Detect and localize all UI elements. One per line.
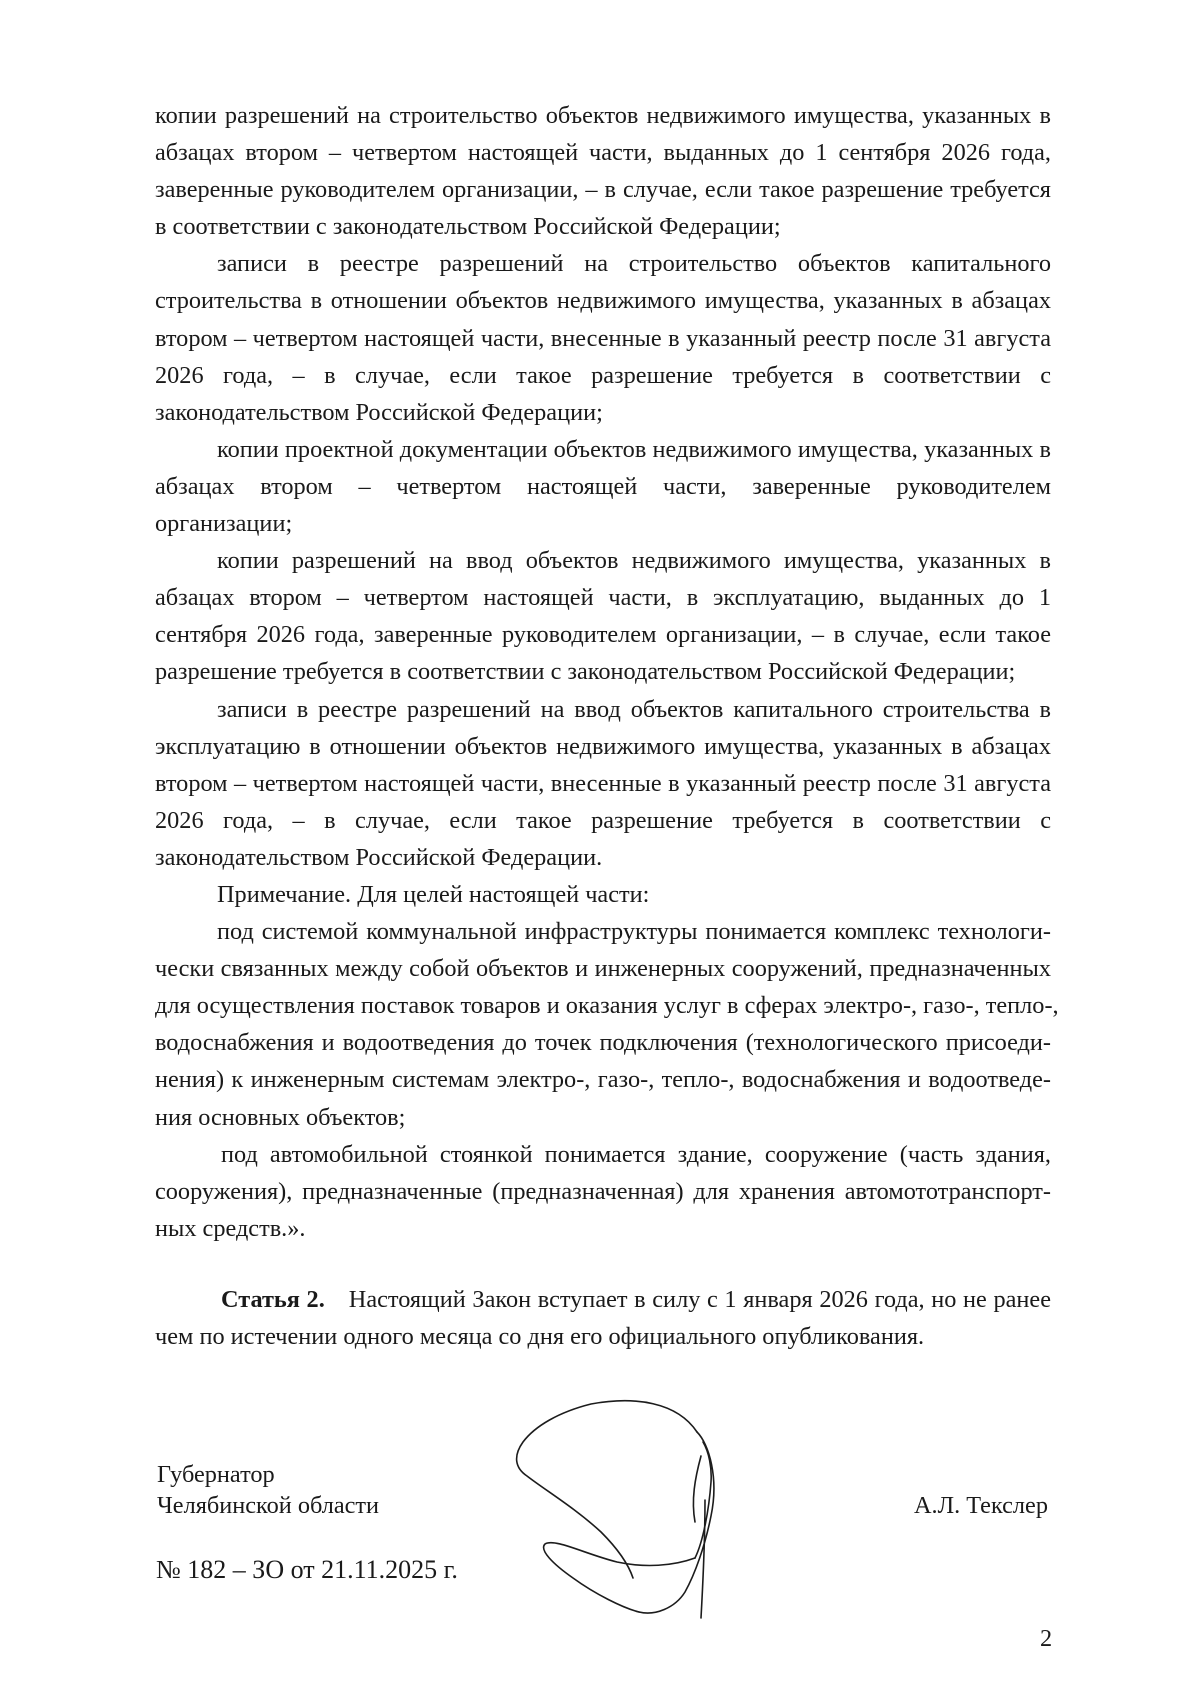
article-text: Настоящий Закон вступает в силу с 1 января 2026 года, но не ранее	[348, 1286, 1051, 1313]
article-2	[155, 1281, 1051, 1355]
signer-position	[157, 1459, 379, 1521]
text-line: сооружения), предназначенные (предназначенная) для хранения автомототранспорт-	[155, 1177, 1051, 1205]
paragraph-note-utility-infrastructure	[155, 913, 1059, 1136]
article-heading: Статья 2.	[221, 1286, 325, 1313]
document-body	[155, 97, 1059, 1247]
paragraph-building-permit-registry: записи в реестре разрешений на строительство объектов капитального строительства в отношении объектов недвижимого имущества, указанных в абзацах втором – четвертом настоящей части, внесенные в указанный реестр после 31 августа 2026 года, – в случае, если такое разрешение требуется в соответствии с законодательством Российской Федерации;	[155, 250, 1051, 426]
law-number-and-date: № 182 – ЗО от 21.11.2025 г.	[156, 1555, 458, 1584]
text-line: под системой коммунальной инфраструктуры понимается комплекс технологи-	[217, 918, 1051, 946]
article-2-first-line	[155, 1281, 1051, 1318]
text-line: нения) к инженерным системам электро-, газо-, тепло-, водоснабжения и водоотведе-	[155, 1066, 1051, 1094]
text-line: водоснабжения и водоотведения до точек подключения (технологического присоеди-	[155, 1029, 1051, 1057]
paragraph-commissioning-permit-copies: копии разрешений на ввод объектов недвижимого имущества, указанных в абзацах втором – четвертом настоящей части, в эксплуатацию, выданных до 1 сентября 2026 года, заверенные руководителем организации, – в случае, если такое разрешение требуется в соответствии с законодательством Российской Федерации;	[155, 547, 1051, 686]
page-number: 2	[1040, 1625, 1053, 1652]
text-line: ния основных объектов;	[155, 1103, 406, 1131]
text-line: для осуществления поставок товаров и оказания услуг в сферах электро-, газо-, тепло-,	[155, 992, 1059, 1020]
text-line: чески связанных между собой объектов и инженерных сооружений, предназначенных	[155, 955, 1051, 983]
signer-position-region: Челябинской области	[157, 1492, 380, 1519]
paragraph-commissioning-permit-registry: записи в реестре разрешений на ввод объектов капитального строительства в эксплуатацию в отношении объектов недвижимого имущества, указанных в абзацах втором – четвертом настоящей части, внесенные в указанный реестр после 31 августа 2026 года, – в случае, если такое разрешение требуется в соответствии с законодательством Российской Федерации.	[155, 695, 1051, 871]
paragraph-project-documentation: копии проектной документации объектов недвижимого имущества, указанных в абзацах втором – четвертом настоящей части, заверенные руководителем организации;	[155, 435, 1051, 538]
paragraph-note-heading: Примечание. Для целей настоящей части:	[217, 880, 650, 908]
signer-position-title: Губернатор	[157, 1461, 275, 1488]
article-text: чем по истечении одного месяца со дня его официального опубликования.	[155, 1323, 925, 1351]
paragraph-building-permit-copies: копии разрешений на строительство объектов недвижимого имущества, указанных в абзацах втором – четвертом настоящей части, выданных до 1 сентября 2026 года, заверенные руководителем организации, – в случае, если такое разрешение требуется в соответствии с законодательством Российской Федерации;	[155, 102, 1051, 241]
handwritten-signature	[505, 1382, 735, 1622]
signer-name: А.Л. Текслер	[914, 1492, 1048, 1519]
paragraph-note-parking	[155, 1136, 1051, 1247]
text-line: под автомобильной стоянкой понимается здание, сооружение (часть здания,	[221, 1140, 1051, 1168]
text-line: ных средств.».	[155, 1214, 306, 1242]
